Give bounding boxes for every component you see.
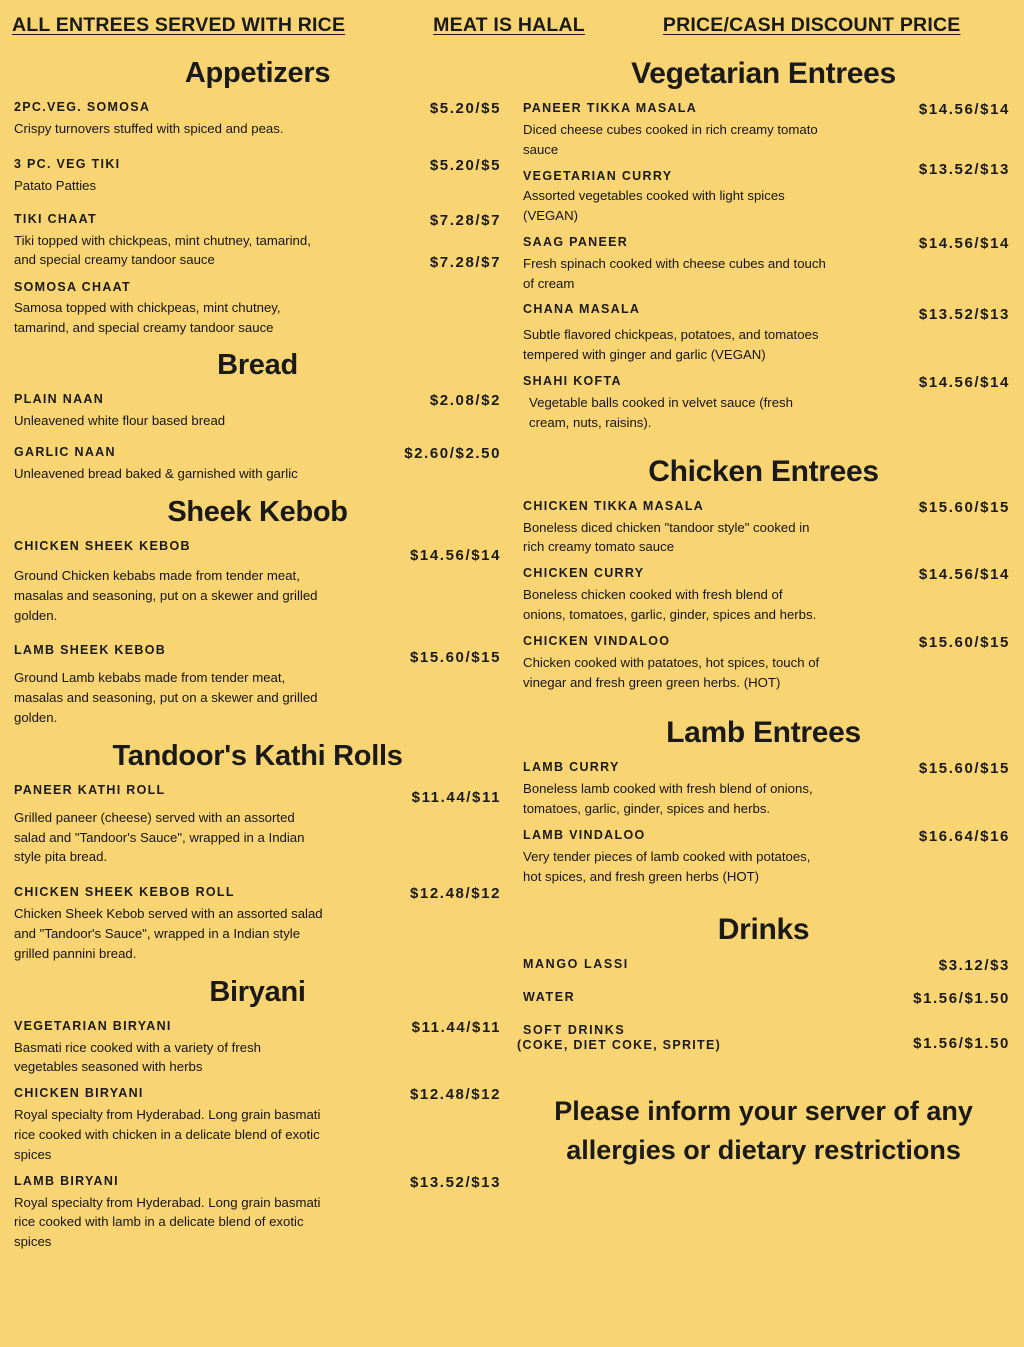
- item-price: $14.56/$14: [918, 234, 1010, 252]
- menu-header: [0, 0, 1024, 37]
- item-price: $15.60/$15: [918, 633, 1010, 651]
- item-name: GARLIC NAAN: [14, 445, 116, 460]
- item-name: WATER: [523, 990, 576, 1005]
- left-column: [14, 45, 507, 1261]
- menu-item: [517, 1023, 1010, 1053]
- item-description: Tiki topped with chickpeas, mint chutney, tamarind, and special creamy tandoor sauce: [14, 232, 311, 268]
- item-price: $2.08/$2: [429, 392, 502, 410]
- header-entrees-note: ALL ENTREES SERVED WITH RICE: [12, 14, 346, 36]
- header-price-note: PRICE/CASH DISCOUNT PRICE: [662, 14, 961, 36]
- item-description: Grilled paneer (cheese) served with an assorted salad and "Tandoor's Sauce", wrapped in a Indian style pita bread.: [14, 809, 305, 865]
- item-name: LAMB SHEEK KEBOB: [14, 643, 167, 658]
- item-name: PANEER TIKKA MASALA: [523, 101, 698, 115]
- item-description: Vegetable balls cooked in velvet sauce (fresh cream, nuts, raisins).: [529, 395, 793, 430]
- menu-item: [517, 990, 1010, 1007]
- item-price: $14.56/$14: [918, 566, 1010, 584]
- section-title-sheek-kebob: Sheek Kebob: [167, 496, 348, 528]
- item-name: 2PC.VEG. SOMOSA: [14, 100, 151, 114]
- item-description: Subtle flavored chickpeas, potatoes, and tomatoes tempered with ginger and garlic (VEGAN): [523, 327, 819, 363]
- item-name: LAMB CURRY: [523, 760, 620, 775]
- item-name: TIKI CHAAT: [14, 211, 97, 226]
- section-title-kathi-rolls: Tandoor's Kathi Rolls: [112, 739, 403, 772]
- item-description: Royal specialty from Hyderabad. Long grain basmati rice cooked with chicken in a delicate blend of exotic spices: [14, 1107, 321, 1162]
- section-title-bread: Bread: [217, 349, 298, 382]
- item-description: Ground Lamb kebabs made from tender meat, masalas and seasoning, put on a skewer and grilled golden.: [14, 670, 318, 725]
- item-name: LAMB BIRYANI: [14, 1173, 119, 1188]
- item-name: PLAIN NAAN: [14, 392, 105, 407]
- menu-item: [517, 760, 1010, 819]
- item-name: MANGO LASSI: [523, 957, 629, 972]
- section-sheek-kebob: [14, 496, 501, 728]
- item-description: Diced cheese cubes cooked in rich creamy tomato sauce: [523, 122, 818, 157]
- section-title-drinks: Drinks: [717, 912, 810, 946]
- menu-item: [14, 1086, 501, 1164]
- item-name: CHICKEN VINDALOO: [523, 633, 671, 648]
- item-subtitle: (COKE, DIET COKE, SPRITE): [517, 1038, 722, 1053]
- item-description: Boneless chicken cooked with fresh blend of onions, tomatoes, garlic, ginder, spices and herbs.: [523, 587, 817, 622]
- item-name: CHICKEN SHEEK KEBOB ROLL: [14, 885, 235, 900]
- menu-item: [517, 499, 1010, 558]
- allergy-notice: Please inform your server of any allergies or dietary restrictions: [554, 1096, 973, 1166]
- item-description: Assorted vegetables cooked with light spices (VEGAN): [523, 188, 785, 224]
- menu-item: [14, 1174, 501, 1252]
- item-price: $3.12/$3: [938, 956, 1010, 974]
- item-description: Basmati rice cooked with a variety of fresh vegetables seasoned with herbs: [14, 1039, 262, 1075]
- item-description: Boneless diced chicken "tandoor style" cooked in rich creamy tomato sauce: [523, 519, 810, 555]
- right-column: [507, 45, 1010, 1261]
- item-price: $5.20/$5: [429, 156, 502, 174]
- menu-item: [14, 100, 501, 139]
- section-vegetarian-entrees: [517, 57, 1010, 433]
- item-description: Boneless lamb cooked with fresh blend of onions, tomatoes, garlic, ginder, spices and herbs.: [523, 781, 813, 817]
- menu-item: [14, 392, 501, 431]
- menu-item: [14, 157, 501, 196]
- item-name: SOFT DRINKS: [523, 1022, 626, 1037]
- item-name: PANEER KATHI ROLL: [14, 782, 166, 797]
- menu-item: [14, 783, 501, 867]
- menu-item: [14, 885, 501, 963]
- section-chicken-entrees: [517, 455, 1010, 693]
- menu-item: [14, 539, 501, 625]
- item-description: Unleavened white flour based bread: [14, 413, 226, 429]
- section-drinks: [517, 913, 1010, 1053]
- item-name: CHICKEN BIRYANI: [14, 1086, 144, 1101]
- item-price: $11.44/$11: [411, 1018, 502, 1036]
- item-price: $16.64/$16: [918, 827, 1010, 845]
- item-price: $14.56/$14: [918, 101, 1010, 118]
- menu-item: [14, 254, 502, 337]
- item-name: 3 PC. VEG TIKI: [14, 156, 121, 171]
- menu-item: [517, 634, 1010, 693]
- section-title-vegetarian-entrees: Vegetarian Entrees: [631, 57, 896, 90]
- menu-item: [517, 566, 1010, 625]
- item-price: $14.56/$14: [409, 547, 502, 564]
- item-description: Very tender pieces of lamb cooked with potatoes, hot spices, and fresh green herbs (HOT): [523, 848, 811, 884]
- item-description: Patato Patties: [14, 177, 97, 193]
- menu-item: [517, 235, 1010, 294]
- section-title-lamb-entrees: Lamb Entrees: [666, 716, 861, 750]
- item-price: $15.60/$15: [918, 498, 1010, 516]
- item-name: SHAHI KOFTA: [523, 374, 622, 388]
- item-price: $15.60/$15: [918, 760, 1010, 778]
- item-price: $7.28/$7: [429, 211, 502, 229]
- menu-item: [517, 374, 1010, 433]
- menu-item: [517, 160, 1010, 226]
- item-name: VEGETARIAN BIRYANI: [14, 1018, 172, 1033]
- menu-item: [517, 302, 1010, 365]
- item-description: Samosa topped with chickpeas, mint chutney, tamarind, and special creamy tandoor sauce: [14, 299, 281, 335]
- section-title-chicken-entrees: Chicken Entrees: [648, 454, 879, 488]
- menu-item: [517, 957, 1010, 974]
- section-biryani: [14, 976, 501, 1252]
- item-description: Royal specialty from Hyderabad. Long grain basmati rice cooked with lamb in a delicate blend of exotic spices: [14, 1194, 321, 1250]
- item-description: Unleavened bread baked & garnished with garlic: [14, 466, 298, 482]
- item-price: $12.48/$12: [409, 1086, 502, 1104]
- section-kathi-rolls: [14, 740, 501, 964]
- item-price: $1.56/$1.50: [913, 989, 1010, 1007]
- item-name: CHANA MASALA: [523, 302, 641, 317]
- item-description: Ground Chicken kebabs made from tender meat, masalas and seasoning, put on a skewer and grilled golden.: [14, 568, 318, 623]
- menu-item: [14, 643, 501, 727]
- menu-item: [14, 445, 501, 484]
- item-name: SAAG PANEER: [523, 234, 629, 249]
- item-price: $11.44/$11: [411, 788, 502, 806]
- item-price: $13.52/$13: [918, 306, 1010, 324]
- item-name: VEGETARIAN CURRY: [523, 168, 673, 183]
- section-title-appetizers: Appetizers: [184, 57, 331, 89]
- item-description: Chicken Sheek Kebob served with an assorted salad and "Tandoor's Sauce", wrapped in a Indian style grilled pannini bread.: [14, 906, 323, 961]
- item-description: Fresh spinach cooked with cheese cubes and touch of cream: [523, 255, 826, 291]
- item-description: Chicken cooked with patatoes, hot spices, touch of vinegar and fresh green green herbs. (HOT): [523, 654, 820, 690]
- menu-columns: [0, 37, 1024, 1261]
- item-name: CHICKEN SHEEK KEBOB: [14, 539, 191, 553]
- item-name: CHICKEN TIKKA MASALA: [523, 498, 705, 513]
- item-price: $2.60/$2.50: [404, 445, 502, 463]
- menu-item: [517, 828, 1010, 887]
- item-price: $7.28/$7: [429, 254, 502, 272]
- item-price: $1.56/$1.50: [913, 1034, 1010, 1052]
- item-price: $13.52/$13: [918, 160, 1010, 178]
- item-price: $13.52/$13: [409, 1173, 502, 1191]
- section-bread: [14, 349, 501, 484]
- menu-item: [14, 1019, 501, 1078]
- item-name: CHICKEN CURRY: [523, 566, 645, 581]
- item-name: LAMB VINDALOO: [523, 827, 646, 842]
- item-price: $14.56/$14: [918, 374, 1010, 391]
- item-name: SOMOSA CHAAT: [14, 280, 131, 295]
- item-price: $15.60/$15: [409, 649, 502, 667]
- item-description: Crispy turnovers stuffed with spiced and peas.: [14, 121, 284, 136]
- item-price: $5.20/$5: [429, 100, 502, 117]
- header-halal-note: MEAT IS HALAL: [433, 14, 585, 36]
- item-price: $12.48/$12: [409, 885, 502, 903]
- menu-item: [517, 101, 1010, 160]
- section-title-biryani: Biryani: [209, 975, 306, 1008]
- section-lamb-entrees: [517, 716, 1010, 886]
- section-appetizers: [14, 57, 501, 337]
